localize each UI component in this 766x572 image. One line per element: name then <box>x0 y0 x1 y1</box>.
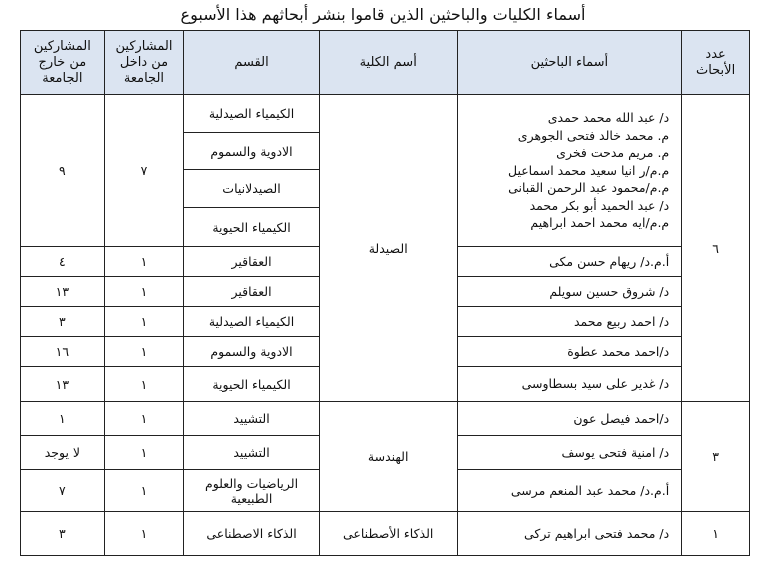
research-table <box>20 30 750 556</box>
researcher-name: م.م/ايه محمد احمد ابراهيم <box>530 215 670 231</box>
header-faculty: أسم الكلية <box>319 31 457 95</box>
researchers-cell <box>457 277 682 307</box>
outside-participants-cell: ١ <box>21 402 105 436</box>
inside-participants-cell: ١ <box>104 402 183 436</box>
department-cell: الرياضيات والعلوم الطبيعية <box>184 470 320 512</box>
research-table-container <box>20 30 750 552</box>
researcher-name: م. محمد خالد فتحى الجوهرى <box>517 127 670 143</box>
department-cell: الذكاء الاصطناعى <box>184 512 320 556</box>
inside-participants-cell: ١ <box>104 470 183 512</box>
table-body <box>21 95 750 556</box>
outside-participants-cell: ٤ <box>21 247 105 277</box>
faculty-cell: الصيدلة <box>319 95 457 402</box>
researchers-cell <box>457 95 682 247</box>
header-inside: المشاركين من داخل الجامعة <box>104 31 183 95</box>
researcher-name: د/ محمد فتحى ابراهيم تركى <box>523 525 670 541</box>
faculty-cell: الذكاء الأصطناعى <box>319 512 457 556</box>
researcher-name: د/احمد محمد عطوة <box>567 343 670 359</box>
department-cell: الكيمياء الحيوية <box>184 367 320 402</box>
research-count-cell: ٦ <box>682 95 750 402</box>
header-department: القسم <box>184 31 320 95</box>
researcher-name: أ.م.د/ ريهام حسن مكى <box>549 253 670 269</box>
outside-participants-cell: ٣ <box>21 307 105 337</box>
researcher-name: د/ غدير على سيد بسطاوسى <box>521 376 670 392</box>
researcher-name: د/احمد فيصل عون <box>573 410 670 426</box>
inside-participants-cell: ١ <box>104 512 183 556</box>
researcher-name: د/ امنية فتحى يوسف <box>561 444 670 460</box>
researchers-cell <box>457 402 682 436</box>
researchers-cell <box>457 470 682 512</box>
header-outside: المشاركين من خارج الجامعة <box>21 31 105 95</box>
researcher-name: د/ شروق حسين سويلم <box>549 283 670 299</box>
outside-participants-cell: ١٣ <box>21 277 105 307</box>
department-cell: الكيمياء الصيدلية <box>184 307 320 337</box>
outside-participants-cell: ٧ <box>21 470 105 512</box>
researcher-name: د/ عبد الله محمد حمدى <box>547 110 670 126</box>
outside-participants-cell: ١٣ <box>21 367 105 402</box>
inside-participants-cell: ١ <box>104 436 183 470</box>
researcher-name: م.م/محمود عبد الرحمن القبانى <box>508 180 670 196</box>
table-row <box>21 95 750 133</box>
outside-participants-cell: ١٦ <box>21 337 105 367</box>
inside-participants-cell: ١ <box>104 307 183 337</box>
inside-participants-cell: ١ <box>104 337 183 367</box>
research-count-cell: ٣ <box>682 402 750 512</box>
inside-participants-cell: ١ <box>104 367 183 402</box>
researchers-cell <box>457 337 682 367</box>
researchers-cell <box>457 512 682 556</box>
department-cell: العقاقير <box>184 247 320 277</box>
researchers-cell <box>457 247 682 277</box>
header-researchers: أسماء الباحثين <box>457 31 682 95</box>
researchers-cell <box>457 436 682 470</box>
researcher-name: م. مريم مدحت فخرى <box>556 145 670 161</box>
researcher-name: د/ عبد الحميد أبو بكر محمد <box>529 197 670 213</box>
department-cell: العقاقير <box>184 277 320 307</box>
header-row <box>21 31 750 95</box>
researcher-name: م.م/ر انيا سعيد محمد اسماعيل <box>507 162 670 178</box>
researcher-name: د/ احمد ربيع محمد <box>574 313 670 329</box>
page-title: أسماء الكليات والباحثين الذين قاموا بنشر أبحاثهم هذا الأسبوع <box>180 5 586 24</box>
department-cell: الادوية والسموم <box>184 337 320 367</box>
inside-participants-cell: ١ <box>104 247 183 277</box>
department-cell: الكيمياء الحيوية <box>184 208 320 247</box>
outside-participants-cell: لا يوجد <box>21 436 105 470</box>
department-cell: التشييد <box>184 402 320 436</box>
outside-participants-cell: ٣ <box>21 512 105 556</box>
table-row <box>21 512 750 556</box>
faculty-cell: الهندسة <box>319 402 457 512</box>
department-cell: التشييد <box>184 436 320 470</box>
inside-participants-cell: ١ <box>104 277 183 307</box>
research-count-cell: ١ <box>682 512 750 556</box>
researchers-cell <box>457 307 682 337</box>
researchers-cell <box>457 367 682 402</box>
department-cell: الادوية والسموم <box>184 133 320 170</box>
department-cell: الصيدلانيات <box>184 170 320 208</box>
header-count: عدد الأبحاث <box>682 31 750 95</box>
researcher-name: أ.م.د/ محمد عبد المنعم مرسى <box>510 482 670 498</box>
department-cell: الكيمياء الصيدلية <box>184 95 320 133</box>
inside-participants-cell: ٧ <box>104 95 183 247</box>
table-row <box>21 402 750 436</box>
outside-participants-cell: ٩ <box>21 95 105 247</box>
